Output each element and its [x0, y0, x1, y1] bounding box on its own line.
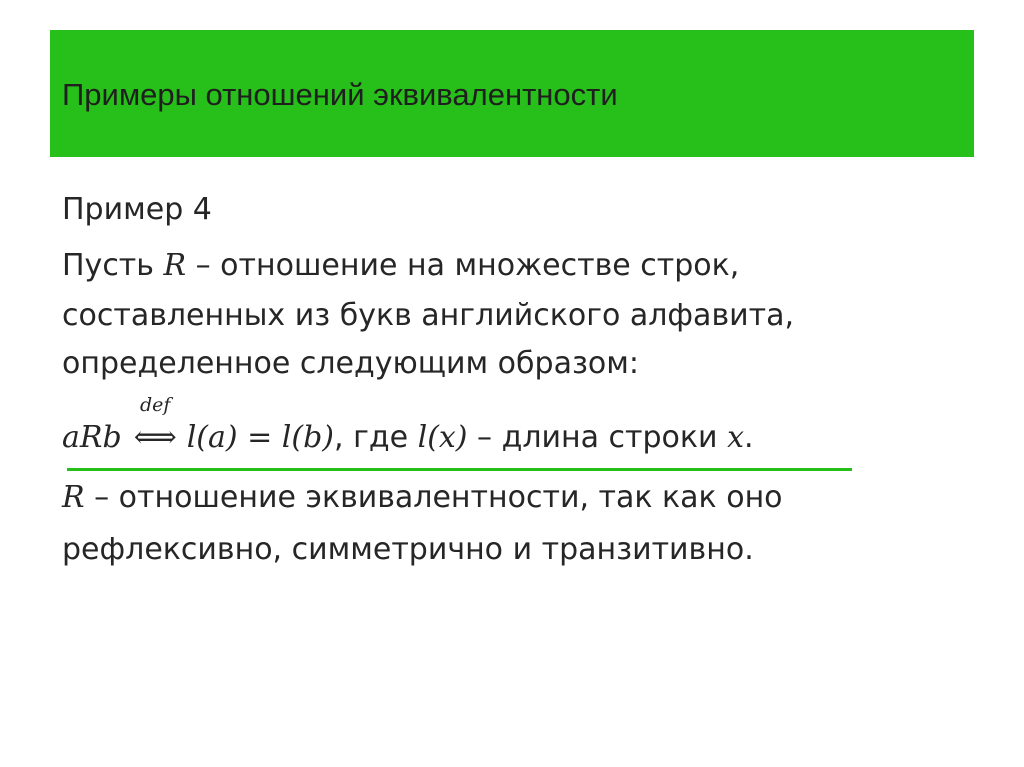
def-equivalence-arrow [133, 394, 177, 455]
conclusion-variable: R [62, 480, 85, 515]
title-banner [50, 30, 974, 157]
conclusion-line-1-text: – отношение эквивалентности, так как оно [84, 480, 783, 515]
relation-variable: R [163, 248, 187, 283]
paragraph-line-1-suffix: – отношение на множестве строк, [186, 248, 740, 283]
paragraph-line-1 [62, 248, 739, 283]
paragraph-line-1-prefix: Пусть [62, 248, 164, 283]
example-heading: Пример 4 [62, 192, 212, 227]
definition-lhs: aRb [62, 420, 122, 455]
slide-title: Примеры отношений эквивалентности [62, 77, 618, 112]
paragraph-line-2: составленных из букв английского алфавита, [62, 298, 795, 333]
conclusion-line-1 [62, 480, 783, 515]
conclusion-line-2: рефлексивно, симметрично и транзитивно. [62, 532, 754, 567]
definition-dash-text: – длина строки [467, 420, 728, 455]
equivalence-arrow-icon: ⟺ [133, 420, 177, 455]
definition-formula [62, 394, 754, 455]
def-label: def [139, 394, 171, 416]
string-variable: x [727, 420, 744, 455]
paragraph-line-3: определенное следующим образом: [62, 346, 640, 381]
definition-period: . [743, 420, 754, 455]
length-function: l(x) [417, 420, 468, 455]
definition-rhs: l(a) = l(b) [186, 420, 335, 455]
definition-where: , где [334, 420, 418, 455]
divider-rule [67, 468, 852, 471]
